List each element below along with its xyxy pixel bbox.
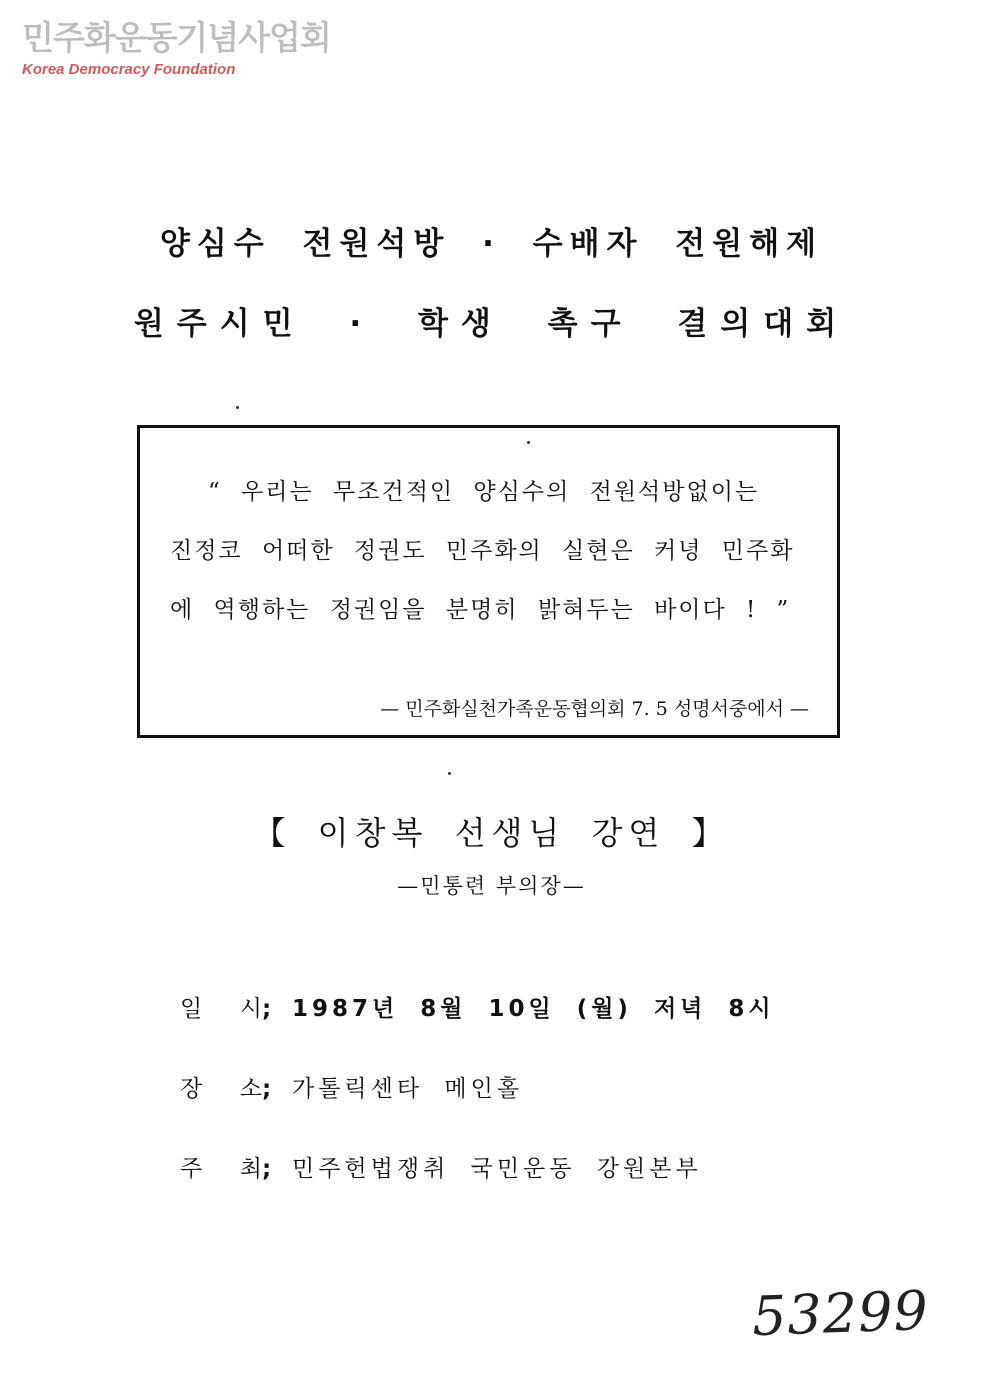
info-place-label-1: 장 <box>180 1076 203 1102</box>
info-host-label <box>180 1150 262 1183</box>
info-place-label-2: 소 <box>239 1076 262 1102</box>
title-line-1: 양심수 전원석방 · 수배자 전원해제 <box>159 226 824 262</box>
scan-speck <box>236 406 239 409</box>
quote-line-1: “ 우리는 무조건적인 양심수의 전원석방없이는 <box>208 479 760 505</box>
info-host-value: 민주헌법쟁취 국민운동 강원본부 <box>292 1156 702 1182</box>
info-place-label <box>180 1070 262 1103</box>
scan-speck <box>448 772 451 775</box>
info-place-row <box>180 1070 523 1103</box>
info-date-label-1: 일 <box>180 996 203 1022</box>
watermark-korean: 민주화운동기념사업회 <box>22 18 331 57</box>
info-host-label-1: 주 <box>180 1156 203 1182</box>
info-date-separator: ; <box>262 996 272 1022</box>
quote-source: — 민주화실천가족운동협의회 7. 5 성명서중에서 — <box>380 698 809 720</box>
quote-line-2: 진정코 어떠한 정권도 민주화의 실현은 커녕 민주화 <box>170 538 795 564</box>
quote-line-3: 에 역행하는 정권임을 분명히 밝혀두는 바이다 ! ” <box>170 597 791 623</box>
info-date-label-2: 시 <box>239 996 262 1022</box>
quote-box <box>137 425 840 738</box>
info-host-label-2: 최 <box>239 1156 262 1182</box>
info-host-separator: ; <box>262 1156 272 1182</box>
title-line-2: 원주시민 · 학생 촉구 결의대회 <box>133 306 850 342</box>
archive-number: 53299 <box>750 1278 930 1349</box>
lecture-subtitle: —민통련 부의장— <box>397 874 586 898</box>
info-date-row <box>180 990 775 1023</box>
watermark <box>22 18 331 80</box>
lecture-title: 【 이창복 선생님 강연 】 <box>253 814 730 852</box>
info-place-separator: ; <box>262 1076 272 1102</box>
info-place-value: 가톨릭센타 메인홀 <box>292 1076 524 1102</box>
info-date-value: 1987년 8월 10일 (월) 저녁 8시 <box>292 996 775 1022</box>
info-host-row <box>180 1150 702 1183</box>
watermark-english: Korea Democracy Foundation <box>22 61 236 78</box>
info-date-label <box>180 990 262 1023</box>
